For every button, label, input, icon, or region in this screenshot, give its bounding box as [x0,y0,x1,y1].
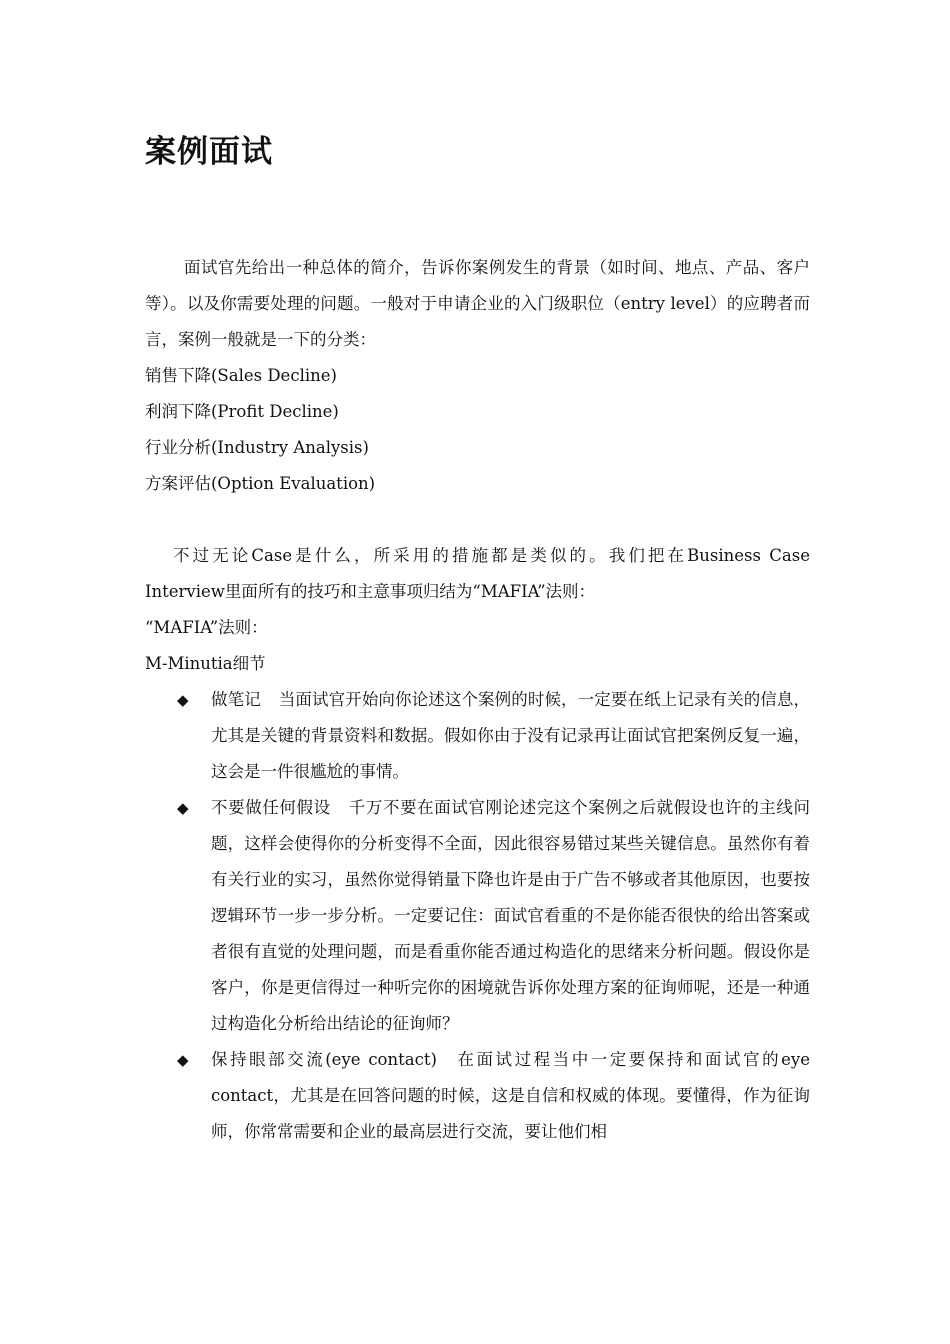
mafia-intro-paragraph: 不过无论Case是什么，所采用的措施都是类似的。我们把在Business Case Interview里面所有的技巧和主意事项归结为“MAFIA”法则： [145,546,810,601]
bullet-heading: 做笔记 [211,690,261,709]
list-item [177,682,811,790]
bullet-text: 千万不要在面试官刚论述完这个案例之后就假设也许的主线问题，这样会使得你的分析变得不全面，因此很容易错过某些关键信息。虽然你有着有关行业的实习，虽然你觉得销量下降也许是由于广告不够或者其他原因，也要按逻辑环节一步一步分析。一定要记住：面试官看重的不是你能否很快的给出答案或者很有直觉的处理问题，而是看重你能否通过构造化的思绪来分析问题。假设你是客户，你是更信得过一种听完你的困境就告诉你处理方案的征询师呢，还是一种通过构造化分析给出结论的征询师？ [211,798,811,1033]
bullet-text: 当面试官开始向你论述这个案例的时候，一定要在纸上记录有关的信息，尤其是关键的背景资料和数据。假如你由于没有记录再让面试官把案例反复一遍，这会是一件很尴尬的事情。 [211,690,811,781]
document-body [145,250,810,1150]
category-item: 方案评估(Option Evaluation) [145,474,376,493]
intro-paragraph: 面试官先给出一种总体的简介，告诉你案例发生的背景（如时间、地点、产品、客户等）。以及你需要处理的问题。一般对于申请企业的入门级职位（entry level）的应聘者而言，案例一般就是一下的分类： [145,258,810,349]
diamond-bullet-icon: ◆ [177,1051,189,1069]
mafia-label: “MAFIA”法则： [145,618,268,637]
bullet-heading: 不要做任何假设 [211,798,331,817]
page-title: 案例面试 [145,134,273,170]
list-item [177,790,811,1042]
category-item: 销售下降(Sales Decline) [145,366,337,385]
minutia-bullet-list [145,682,810,1150]
bullet-heading: 保持眼部交流(eye contact) [211,1050,437,1069]
list-item [177,1042,810,1150]
category-item: 利润下降(Profit Decline) [145,402,339,421]
bullet-text: 在面试过程当中一定要保持和面试官的eye contact，尤其是在回答问题的时候，这是自信和权威的体现。要懂得，作为征询师，你常常需要和企业的最高层进行交流，要让他们相 [211,1050,810,1141]
paragraph-gap [145,502,810,538]
category-item: 行业分析(Industry Analysis) [145,438,369,457]
minutia-heading: M-Minutia细节 [145,654,266,673]
diamond-bullet-icon: ◆ [177,799,189,817]
diamond-bullet-icon: ◆ [177,691,189,709]
